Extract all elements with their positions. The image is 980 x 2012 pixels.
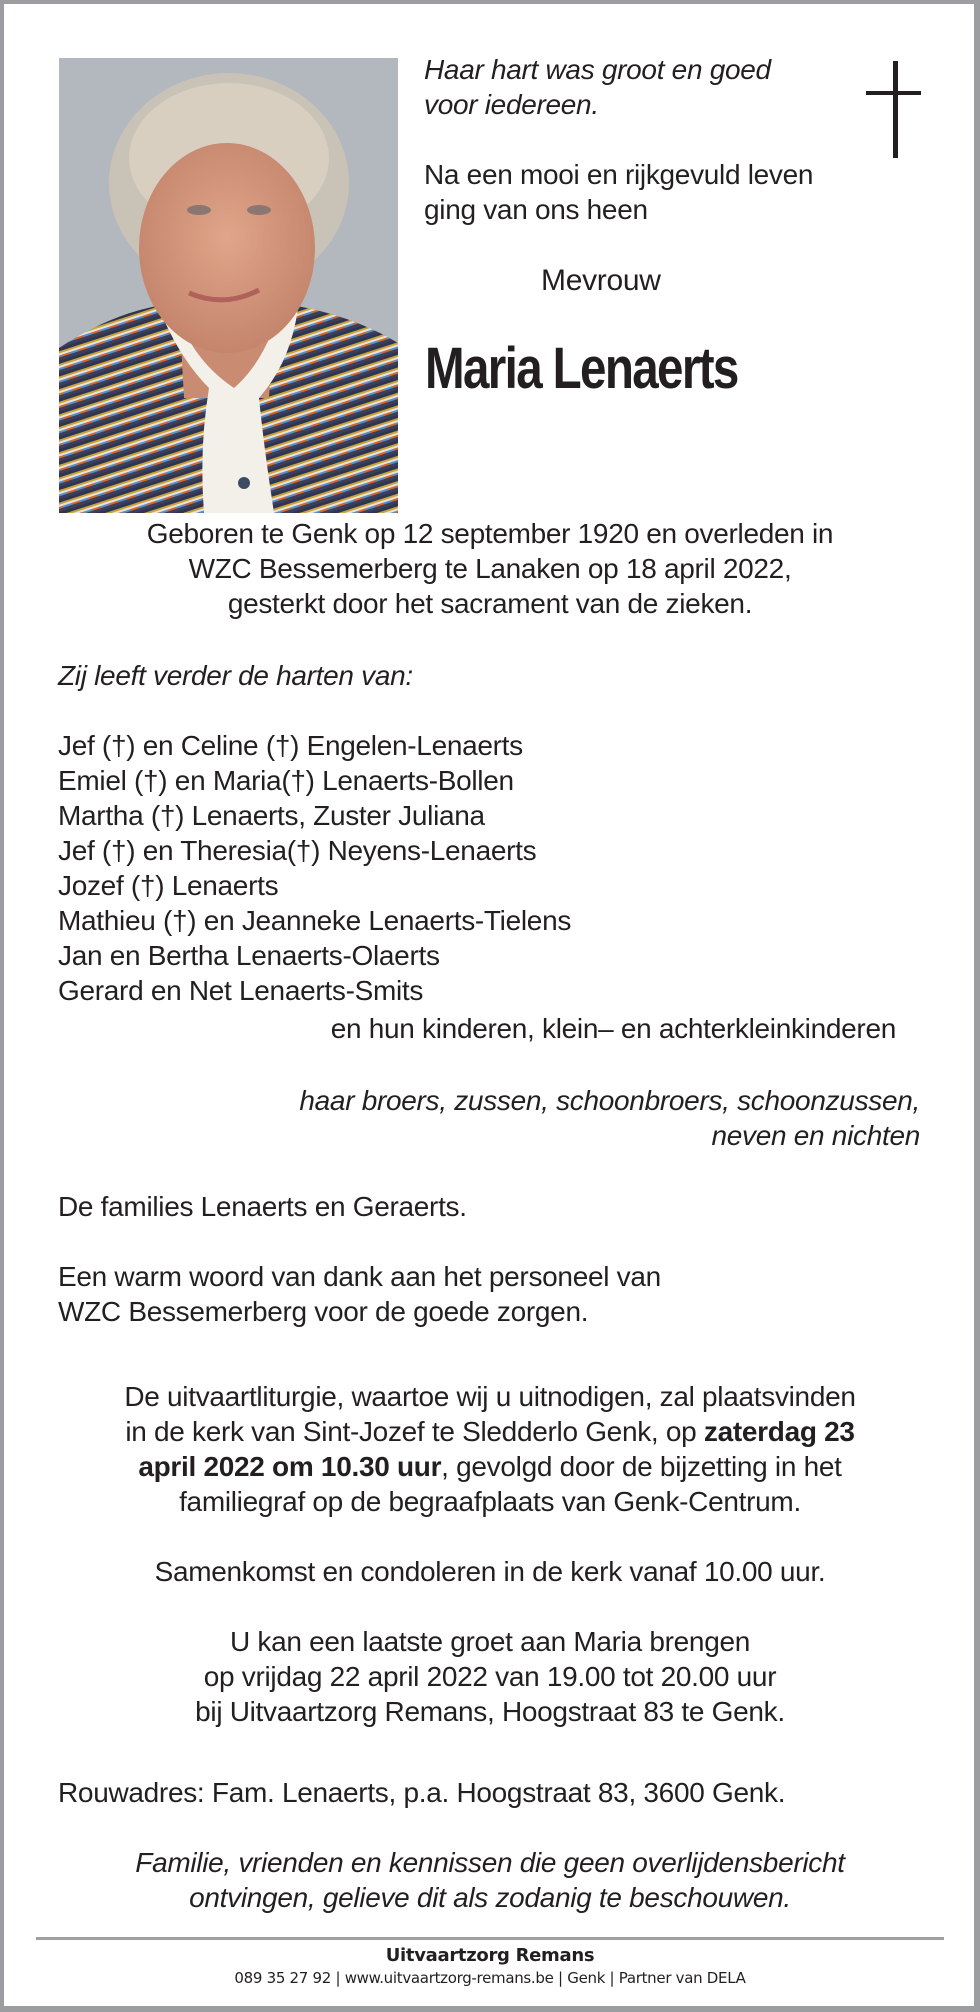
family-member: Jan en Bertha Lenaerts-Olaerts	[58, 940, 440, 971]
visit-line-3: bij Uitvaartzorg Remans, Hoogstraat 83 te Genk.	[195, 1696, 785, 1727]
birth-line-1: Geboren te Genk op 12 september 1920 en overleden in	[146, 518, 834, 549]
family-member: Mathieu (†) en Jeanneke Lenaerts-Tielens	[58, 905, 572, 936]
latin-cross-icon	[893, 61, 898, 158]
families-line: De families Lenaerts en Geraerts.	[58, 1191, 467, 1222]
quote-line-2: voor iedereen.	[424, 89, 599, 120]
intro-line-1: Na een mooi en rijkgevuld leven	[424, 159, 814, 190]
family-member: Gerard en Net Lenaerts-Smits	[58, 975, 424, 1006]
funeral-date-part-1: zaterdag 23	[703, 1416, 855, 1447]
thanks-line-1: Een warm woord van dank aan het personeel van	[58, 1261, 661, 1292]
portrait-photo	[59, 58, 398, 513]
birth-line-3: gesterkt door het sacrament van de zieken.	[227, 588, 753, 619]
deceased-name: Maria Lenaerts	[425, 336, 738, 401]
children-line: en hun kinderen, klein– en achterkleinkinderen	[330, 1013, 896, 1044]
honorific-title: Mevrouw	[541, 264, 661, 297]
funeral-burial-text: , gevolgd door de bijzetting in het	[441, 1451, 842, 1482]
footer-divider	[36, 1937, 944, 1940]
visit-line-1: U kan een laatste groet aan Maria brengen	[229, 1626, 751, 1657]
intro-line-2: ging van ons heen	[424, 194, 648, 225]
gathering-line: Samenkomst en condoleren in de kerk vanaf 10.00 uur.	[154, 1556, 826, 1587]
notice-line-2: ontvingen, gelieve dit als zodanig te beschouwen.	[189, 1882, 791, 1913]
relatives-line-2: neven en nichten	[711, 1120, 920, 1151]
family-member: Jef (†) en Theresia(†) Neyens-Lenaerts	[58, 835, 537, 866]
funeral-line-4: familiegraf op de begraafplaats van Genk-Centrum.	[179, 1486, 801, 1517]
thanks-line-2: WZC Bessemerberg voor de goede zorgen.	[58, 1296, 589, 1327]
visit-line-2: op vrijdag 22 april 2022 van 19.00 tot 20.00 uur	[203, 1661, 777, 1692]
funeral-line-3	[40, 1449, 940, 1484]
family-list	[58, 728, 571, 1008]
relatives-line-1: haar broers, zussen, schoonbroers, schoonzussen,	[299, 1085, 920, 1116]
funeral-line-2	[40, 1414, 940, 1449]
survivors-heading: Zij leeft verder de harten van:	[58, 660, 413, 691]
funeral-date-part-2: april 2022 om 10.30 uur	[138, 1451, 442, 1482]
mourning-address: Rouwadres: Fam. Lenaerts, p.a. Hoogstraat 83, 3600 Genk.	[58, 1777, 786, 1808]
family-member: Jef (†) en Celine (†) Engelen-Lenaerts	[58, 730, 523, 761]
funeral-line-1: De uitvaartliturgie, waartoe wij u uitnodigen, zal plaatsvinden	[124, 1381, 856, 1412]
footer-contact: 089 35 27 92 | www.uitvaartzorg-remans.be | Genk | Partner van DELA	[234, 1969, 746, 1987]
funeral-location: in de kerk van Sint-Jozef te Sledderlo Genk, op	[125, 1416, 704, 1447]
family-member: Jozef (†) Lenaerts	[58, 870, 279, 901]
notice-line-1: Familie, vrienden en kennissen die geen overlijdensbericht	[135, 1847, 845, 1878]
family-member: Emiel (†) en Maria(†) Lenaerts-Bollen	[58, 765, 514, 796]
birth-line-2: WZC Bessemerberg te Lanaken op 18 april 2022,	[188, 553, 792, 584]
latin-cross-icon-bar	[866, 91, 921, 95]
family-member: Martha (†) Lenaerts, Zuster Juliana	[58, 800, 485, 831]
quote-line-1: Haar hart was groot en goed	[424, 54, 771, 85]
footer-company: Uitvaartzorg Remans	[385, 1945, 595, 1966]
